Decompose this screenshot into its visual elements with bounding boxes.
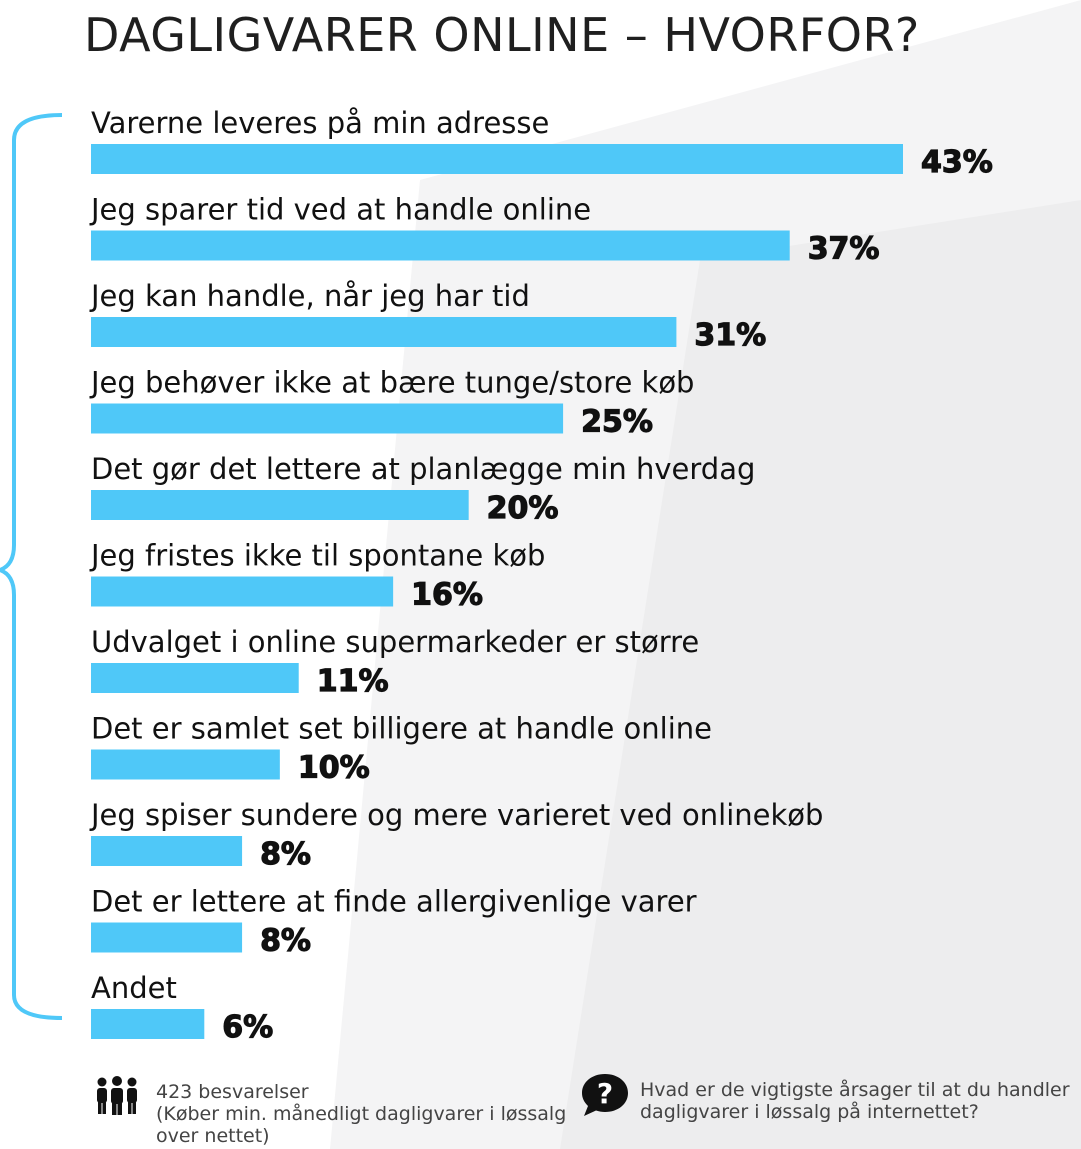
category-label: Jeg fristes ikke til spontane køb (91, 538, 546, 573)
value-label: 16% (411, 577, 483, 613)
value-label: 11% (316, 664, 389, 699)
bar (91, 490, 469, 520)
bar (91, 144, 903, 174)
value-label: 20% (486, 491, 559, 526)
category-label: Jeg kan handle, når jeg har tid (91, 279, 530, 313)
respondents-note (156, 1081, 576, 1147)
bar (91, 750, 280, 780)
value-label: 37% (807, 231, 880, 267)
respondents-count: 423 besvarelser (156, 1081, 309, 1103)
value-label: 8% (260, 923, 312, 959)
group-bracket (0, 115, 62, 1018)
survey-question-line1: Hvad er de vigtigste årsager til at du handler (640, 1079, 1070, 1101)
survey-question-line2: dagligvarer i løssalg på internettet? (640, 1101, 979, 1123)
bar (91, 663, 299, 693)
svg-text:?: ? (596, 1077, 614, 1110)
bar (91, 923, 242, 953)
question-icon (580, 1072, 630, 1118)
category-label: Udvalget i online supermarkeder er større (91, 625, 700, 659)
respondents-criteria: (Køber min. månedligt dagligvarer i løssalg (156, 1103, 567, 1125)
category-label: Andet (91, 971, 177, 1005)
page-title: DAGLIGVARER ONLINE – HVORFOR? (84, 8, 920, 62)
category-label: Jeg spiser sundere og mere varieret ved onlinekøb (91, 798, 824, 832)
value-label: 8% (260, 837, 312, 872)
bar (91, 317, 676, 347)
bar (91, 404, 563, 434)
category-label: Varerne leveres på min adresse (91, 106, 550, 140)
people-icon (94, 1076, 140, 1116)
bar (91, 1009, 204, 1039)
bar (91, 836, 242, 866)
category-label: Jeg sparer tid ved at handle online (91, 192, 592, 227)
value-label: 6% (222, 1010, 274, 1045)
survey-question (640, 1079, 1080, 1123)
category-label: Det er lettere at finde allergivenlige varer (91, 884, 697, 919)
value-label: 43% (921, 145, 993, 180)
value-label: 10% (297, 750, 370, 786)
category-label: Jeg behøver ikke at bære tunge/store køb (91, 365, 695, 400)
respondents-criteria-cont: over nettet) (156, 1125, 270, 1147)
value-label: 31% (694, 318, 767, 353)
category-label: Det er samlet set billigere at handle online (91, 711, 713, 746)
category-label: Det gør det lettere at planlægge min hverdag (91, 452, 756, 486)
bar (91, 577, 393, 607)
value-label: 25% (581, 404, 653, 440)
bar (91, 231, 790, 261)
